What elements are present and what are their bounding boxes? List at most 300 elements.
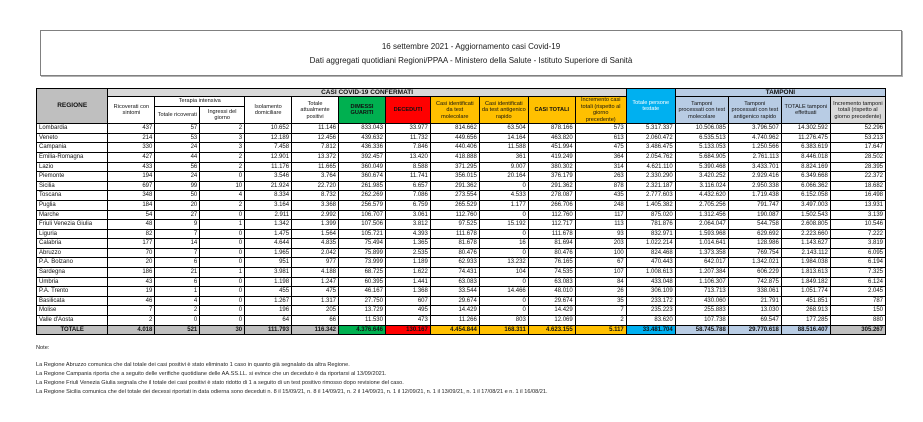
cell: 8.334	[245, 191, 292, 201]
cell: 13.931	[830, 200, 885, 210]
cell: 833.043	[339, 124, 386, 134]
region-name: Basilicata	[37, 296, 108, 306]
cell: 33.481.704	[626, 325, 675, 335]
cell: 16	[479, 239, 528, 249]
cell: 7	[155, 229, 200, 239]
cell: 6.124	[830, 277, 885, 287]
table-row	[37, 316, 886, 326]
cell: 437	[108, 124, 155, 134]
cell: 2.045	[830, 287, 885, 297]
cell: 1.405.382	[626, 200, 675, 210]
header-tamponi-totale: TOTALE tamponi effettuati	[781, 97, 830, 124]
cell: 642.017	[675, 258, 728, 268]
cell: 2.992	[292, 210, 339, 220]
region-name: Sicilia	[37, 181, 108, 191]
table-row	[37, 200, 886, 210]
cell: 104	[479, 268, 528, 278]
header-incremento-tamponi: Incremento tamponi totali (rispetto al giorno precedente)	[830, 97, 885, 124]
cell: 111.793	[245, 325, 292, 335]
cell: 14	[155, 239, 200, 249]
cell: 27	[155, 210, 200, 220]
cell: 35	[575, 296, 626, 306]
cell: 150	[830, 306, 885, 316]
cell: 0	[200, 258, 245, 268]
cell: 360.049	[339, 162, 386, 172]
table-row	[37, 229, 886, 239]
region-name: Valle d'Aosta	[37, 316, 108, 326]
cell: 4	[155, 296, 200, 306]
cell: 12.901	[245, 152, 292, 162]
cell: 84	[575, 277, 626, 287]
cell: 6.194	[830, 258, 885, 268]
cell: 46	[108, 296, 155, 306]
cell: 4.835	[292, 239, 339, 249]
cell: 6	[155, 258, 200, 268]
cell: 3.164	[245, 200, 292, 210]
cell: 27.750	[339, 296, 386, 306]
cell: 0	[479, 229, 528, 239]
cell: 1.502.543	[781, 210, 830, 220]
header-deceduti: DECEDUTI	[385, 97, 430, 124]
cell: 781.876	[626, 220, 675, 230]
cell: 1	[200, 220, 245, 230]
cell: 360.674	[339, 172, 386, 182]
cell: 1.849.182	[781, 277, 830, 287]
cell: 5.133.053	[675, 143, 728, 153]
cell: 53.213	[830, 133, 885, 143]
cell: 3.764	[292, 172, 339, 182]
cell: 1.564	[292, 229, 339, 239]
cell: 2	[108, 316, 155, 326]
header-tamponi-antigenico: Tamponi processati con test antigenico rapido	[728, 97, 781, 124]
cell: 6.066.362	[781, 181, 830, 191]
cell: 791.747	[728, 200, 781, 210]
cell: 12.189	[245, 133, 292, 143]
cell: 194	[108, 172, 155, 182]
cell: 6	[155, 277, 200, 287]
cell: 1.198	[245, 277, 292, 287]
region-name: Lazio	[37, 162, 108, 172]
cell: 99	[155, 181, 200, 191]
cell: 6.535.513	[675, 133, 728, 143]
cell: 0	[200, 306, 245, 316]
cell: 9	[155, 220, 200, 230]
region-name: Friuli Venezia Giulia	[37, 220, 108, 230]
cell: 255.883	[675, 306, 728, 316]
cell: 66	[292, 316, 339, 326]
cell: 376.179	[528, 172, 575, 182]
cell: 977	[292, 258, 339, 268]
cell: 1.250.566	[728, 143, 781, 153]
region-name: Veneto	[37, 133, 108, 143]
cell: 67	[575, 258, 626, 268]
cell: 11.665	[292, 162, 339, 172]
cell: 832.971	[626, 229, 675, 239]
cell: 128.986	[728, 239, 781, 249]
table-row-totale	[37, 325, 886, 335]
cell: 2.911	[245, 210, 292, 220]
cell: 29.674	[528, 296, 575, 306]
cell: 1.475	[245, 229, 292, 239]
cell: 60.395	[339, 277, 386, 287]
cell: 291.362	[528, 181, 575, 191]
cell: 1.719.438	[728, 191, 781, 201]
cell: 4.376.646	[339, 325, 386, 335]
cell: 2.777.603	[626, 191, 675, 201]
cell: 475	[292, 287, 339, 297]
cell: 11.530	[339, 316, 386, 326]
cell: 814.662	[430, 124, 479, 134]
cell: 0	[479, 306, 528, 316]
cell: 356.015	[430, 172, 479, 182]
cell: 875.020	[626, 210, 675, 220]
cell: 261.985	[339, 181, 386, 191]
cell: 205	[292, 306, 339, 316]
cell: 544.758	[728, 220, 781, 230]
cell: 439.632	[339, 133, 386, 143]
cell: 1.008.613	[626, 268, 675, 278]
cell: 5.317.337	[626, 124, 675, 134]
cell: 2	[155, 306, 200, 316]
cell: 1	[155, 287, 200, 297]
header-group-terapia-intensiva: Terapia intensiva	[155, 97, 245, 106]
cell: 1.177	[479, 200, 528, 210]
cell: 0	[479, 181, 528, 191]
table-row	[37, 239, 886, 249]
cell: 1.813.613	[781, 268, 830, 278]
cell: 177.285	[781, 316, 830, 326]
cell: 0	[200, 239, 245, 249]
header-totale-ricoverati: Totale ricoverati	[155, 106, 200, 123]
cell: 52.296	[830, 124, 885, 134]
cell: 21.924	[245, 181, 292, 191]
region-name: Umbria	[37, 277, 108, 287]
cell: 7.812	[292, 143, 339, 153]
region-name: Calabria	[37, 239, 108, 249]
cell: 74.535	[528, 268, 575, 278]
cell: 7.222	[830, 229, 885, 239]
cell: 6.152.058	[781, 191, 830, 201]
cell: 107	[575, 268, 626, 278]
cell: 248	[575, 200, 626, 210]
cell: 11.741	[385, 172, 430, 182]
region-name: Toscana	[37, 191, 108, 201]
cell: 0	[200, 287, 245, 297]
region-name: P.A. Bolzano	[37, 258, 108, 268]
cell: 2	[200, 200, 245, 210]
cell: 306.109	[626, 287, 675, 297]
region-name: P.A. Trento	[37, 287, 108, 297]
cell: 190.087	[728, 210, 781, 220]
cell: 22.372	[830, 172, 885, 182]
header-isolamento: Isolamento domiciliare	[245, 97, 292, 124]
cell: 13.372	[292, 152, 339, 162]
cell: 62.933	[430, 258, 479, 268]
cell: 68.725	[339, 268, 386, 278]
cell: 24	[155, 172, 200, 182]
cell: 606.229	[728, 268, 781, 278]
cell: 57	[155, 124, 200, 134]
cell: 7	[155, 248, 200, 258]
cell: 1.189	[385, 258, 430, 268]
cell: 1.365	[385, 239, 430, 249]
cell: 1.965	[245, 248, 292, 258]
table-row	[37, 172, 886, 182]
cell: 81.678	[430, 239, 479, 249]
cell: 3	[200, 133, 245, 143]
cell: 16.498	[830, 191, 885, 201]
header-persone-testate: Totale persone testate	[626, 89, 675, 124]
cell: 100	[575, 248, 626, 258]
cell: 3.796.507	[728, 124, 781, 134]
footnotes-title: Note:	[36, 345, 50, 351]
cell: 430.060	[675, 296, 728, 306]
region-name: Puglia	[37, 200, 108, 210]
cell: 14.302.592	[781, 124, 830, 134]
footnote-line: La Regione Sicilia comunica che del totale dei decessi riportati in data odierna sono deceduti n. 8 il 15/09/21, n. 8 il 14/09/21, n. 2 il 14/09/21, n. 1 il 12/09/21, n. 1 il 13/09/21, n. 1 il 17/08/21 e n. 1 il 16/08/21.	[36, 388, 548, 395]
cell: 8.446.018	[781, 152, 830, 162]
cell: 111.678	[528, 229, 575, 239]
cell: 951	[245, 258, 292, 268]
cell: 13.729	[339, 306, 386, 316]
cell: 50	[155, 191, 200, 201]
cell: 14.466	[479, 287, 528, 297]
cell: 14.164	[479, 133, 528, 143]
cell: 2.535	[385, 248, 430, 258]
cell: 3.116.024	[675, 181, 728, 191]
cell: 4	[200, 191, 245, 201]
cell: 364	[575, 152, 626, 162]
cell: 11.146	[292, 124, 339, 134]
cell: 314	[575, 162, 626, 172]
cell: 475	[575, 143, 626, 153]
cell: 53	[155, 133, 200, 143]
cell: 256.579	[339, 200, 386, 210]
cell: 3.061	[385, 210, 430, 220]
cell: 3.139	[830, 210, 885, 220]
report-date-title: 16 settembre 2021 - Aggiornamento casi Covid-19	[381, 41, 561, 51]
cell: 2.705.256	[675, 200, 728, 210]
cell: 1.593.968	[675, 229, 728, 239]
cell: 22.720	[292, 181, 339, 191]
cell: 44	[155, 152, 200, 162]
cell: 2	[200, 162, 245, 172]
cell: 436.336	[339, 143, 386, 153]
cell: 1.373.358	[675, 248, 728, 258]
table-row	[37, 152, 886, 162]
cell: 17.647	[830, 143, 885, 153]
cell: 1.368	[385, 287, 430, 297]
cell: 9.007	[479, 162, 528, 172]
table-row	[37, 133, 886, 143]
cell: 6.657	[385, 181, 430, 191]
cell: 29.674	[430, 296, 479, 306]
cell: 24	[155, 143, 200, 153]
table-row	[37, 306, 886, 316]
cell: 1.143.627	[781, 239, 830, 249]
footnote-line: La Regione Abruzzo comunica che dal totale dei casi positivi è stato eliminato 1 caso in quanto già segnalato da altra Regione.	[36, 361, 350, 368]
cell: 878.166	[528, 124, 575, 134]
region-name: Piemonte	[37, 172, 108, 182]
cell: 6.349.668	[781, 172, 830, 182]
cell: 433	[108, 162, 155, 172]
table-row	[37, 287, 886, 297]
header-group-tamponi: TAMPONI	[675, 89, 885, 97]
cell: 713.713	[675, 287, 728, 297]
cell: 10.546	[830, 220, 885, 230]
header-positivi: Totale attualmente positivi	[292, 97, 339, 124]
cell: 28.502	[830, 152, 885, 162]
footnote-line: La Regione Friuli Venezia Giulia segnala che il totale dei casi positivi è stato ridotto di 1 a seguito di un test positivo rimosso dopo revisione del caso.	[36, 379, 404, 386]
cell: 8.824.169	[781, 162, 830, 172]
cell: 629.692	[728, 229, 781, 239]
cell: 1.106.307	[675, 277, 728, 287]
cell: 4.623.155	[528, 325, 575, 335]
cell: 262.269	[339, 191, 386, 201]
cell: 56	[155, 162, 200, 172]
cell: 177	[108, 239, 155, 249]
cell: 233.172	[626, 296, 675, 306]
cell: 13.420	[385, 152, 430, 162]
table-row	[37, 296, 886, 306]
cell: 168.311	[479, 325, 528, 335]
cell: 93	[575, 229, 626, 239]
cell: 1.441	[385, 277, 430, 287]
cell: 29.770.618	[728, 325, 781, 335]
cell: 392.457	[339, 152, 386, 162]
table-row	[37, 191, 886, 201]
cell: 697	[108, 181, 155, 191]
cell: 1.984.038	[781, 258, 830, 268]
table-row	[37, 181, 886, 191]
cell: 495	[385, 306, 430, 316]
cell: 58.745.788	[675, 325, 728, 335]
cell: 3.812	[385, 220, 430, 230]
region-name: Liguria	[37, 229, 108, 239]
cell: 1.622	[385, 268, 430, 278]
cell: 18.682	[830, 181, 885, 191]
cell: 880	[830, 316, 885, 326]
table-row	[37, 124, 886, 134]
cell: 3.981	[245, 268, 292, 278]
cell: 3.368	[292, 200, 339, 210]
cell: 21	[155, 268, 200, 278]
cell: 3.486.475	[626, 143, 675, 153]
cell: 13.232	[479, 258, 528, 268]
cell: 11.732	[385, 133, 430, 143]
header-casi-molecolare: Casi identificati da test molecolare	[430, 97, 479, 124]
cell: 4.432.620	[675, 191, 728, 201]
cell: 0	[479, 296, 528, 306]
cell: 470.443	[626, 258, 675, 268]
region-name: Marche	[37, 210, 108, 220]
cell: 10	[200, 181, 245, 191]
cell: 2.330.290	[626, 172, 675, 182]
cell: 4.454.844	[430, 325, 479, 335]
region-name: Molise	[37, 306, 108, 316]
header-ricoverati: Ricoverati con sintomi	[108, 97, 155, 124]
cell: 112.760	[430, 210, 479, 220]
header-dimessi-guariti: DIMESSI GUARITI	[339, 97, 386, 124]
cell: 291.362	[430, 181, 479, 191]
cell: 11.176	[245, 162, 292, 172]
cell: 2.321.187	[626, 181, 675, 191]
cell: 26	[575, 287, 626, 297]
cell: 105.721	[339, 229, 386, 239]
cell: 305.267	[830, 325, 885, 335]
cell: 0	[200, 277, 245, 287]
cell: 803	[479, 316, 528, 326]
cell: 64	[245, 316, 292, 326]
cell: 1.247	[292, 277, 339, 287]
cell: 1.342.021	[728, 258, 781, 268]
cell: 742.875	[728, 277, 781, 287]
cell: 4.740.962	[728, 133, 781, 143]
cell: 6.759	[385, 200, 430, 210]
cell: 1.022.214	[626, 239, 675, 249]
cell: 43	[108, 277, 155, 287]
cell: 63.083	[430, 277, 479, 287]
cell: 607	[385, 296, 430, 306]
cell: 33.977	[385, 124, 430, 134]
cell: 0	[479, 277, 528, 287]
cell: 14.429	[528, 306, 575, 316]
cell: 75.899	[339, 248, 386, 258]
cell: 48.010	[528, 287, 575, 297]
cell: 113	[575, 220, 626, 230]
footnotes	[36, 344, 896, 397]
cell: 3.819	[830, 239, 885, 249]
cell: 20	[155, 200, 200, 210]
cell: 54	[108, 210, 155, 220]
cell: 48	[108, 220, 155, 230]
cell: 4.188	[292, 268, 339, 278]
table-row	[37, 277, 886, 287]
cell: 28.395	[830, 162, 885, 172]
header-casi-totali: CASI TOTALI	[528, 97, 575, 124]
cell: 10.652	[245, 124, 292, 134]
cell: 1.051.774	[781, 287, 830, 297]
cell: 455	[245, 287, 292, 297]
cell: 75.494	[339, 239, 386, 249]
cell: 4.621.110	[626, 162, 675, 172]
cell: 186	[108, 268, 155, 278]
report-subtitle: Dati aggregati quotidiani Regioni/PPAA - Ministero della Salute - Istituto Superiore di Sanità	[309, 55, 633, 65]
cell: 5.117	[575, 325, 626, 335]
region-name: Lombardia	[37, 124, 108, 134]
region-name: Sardegna	[37, 268, 108, 278]
cell: 63.504	[479, 124, 528, 134]
cell: 449.656	[430, 133, 479, 143]
cell: 824.468	[626, 248, 675, 258]
cell: 12.456	[292, 133, 339, 143]
cell: 184	[108, 200, 155, 210]
cell: 30	[200, 325, 245, 335]
cell: 268.913	[781, 306, 830, 316]
cell: 613	[575, 133, 626, 143]
report-title-box	[40, 30, 902, 76]
cell: 7.325	[830, 268, 885, 278]
header-regione: REGIONE	[37, 89, 108, 124]
cell: 361	[479, 152, 528, 162]
cell: 435	[575, 191, 626, 201]
table-row	[37, 268, 886, 278]
cell: 13.030	[728, 306, 781, 316]
cell: 6.095	[830, 248, 885, 258]
cell: 46.167	[339, 287, 386, 297]
cell: 0	[200, 296, 245, 306]
cell: 20.164	[479, 172, 528, 182]
